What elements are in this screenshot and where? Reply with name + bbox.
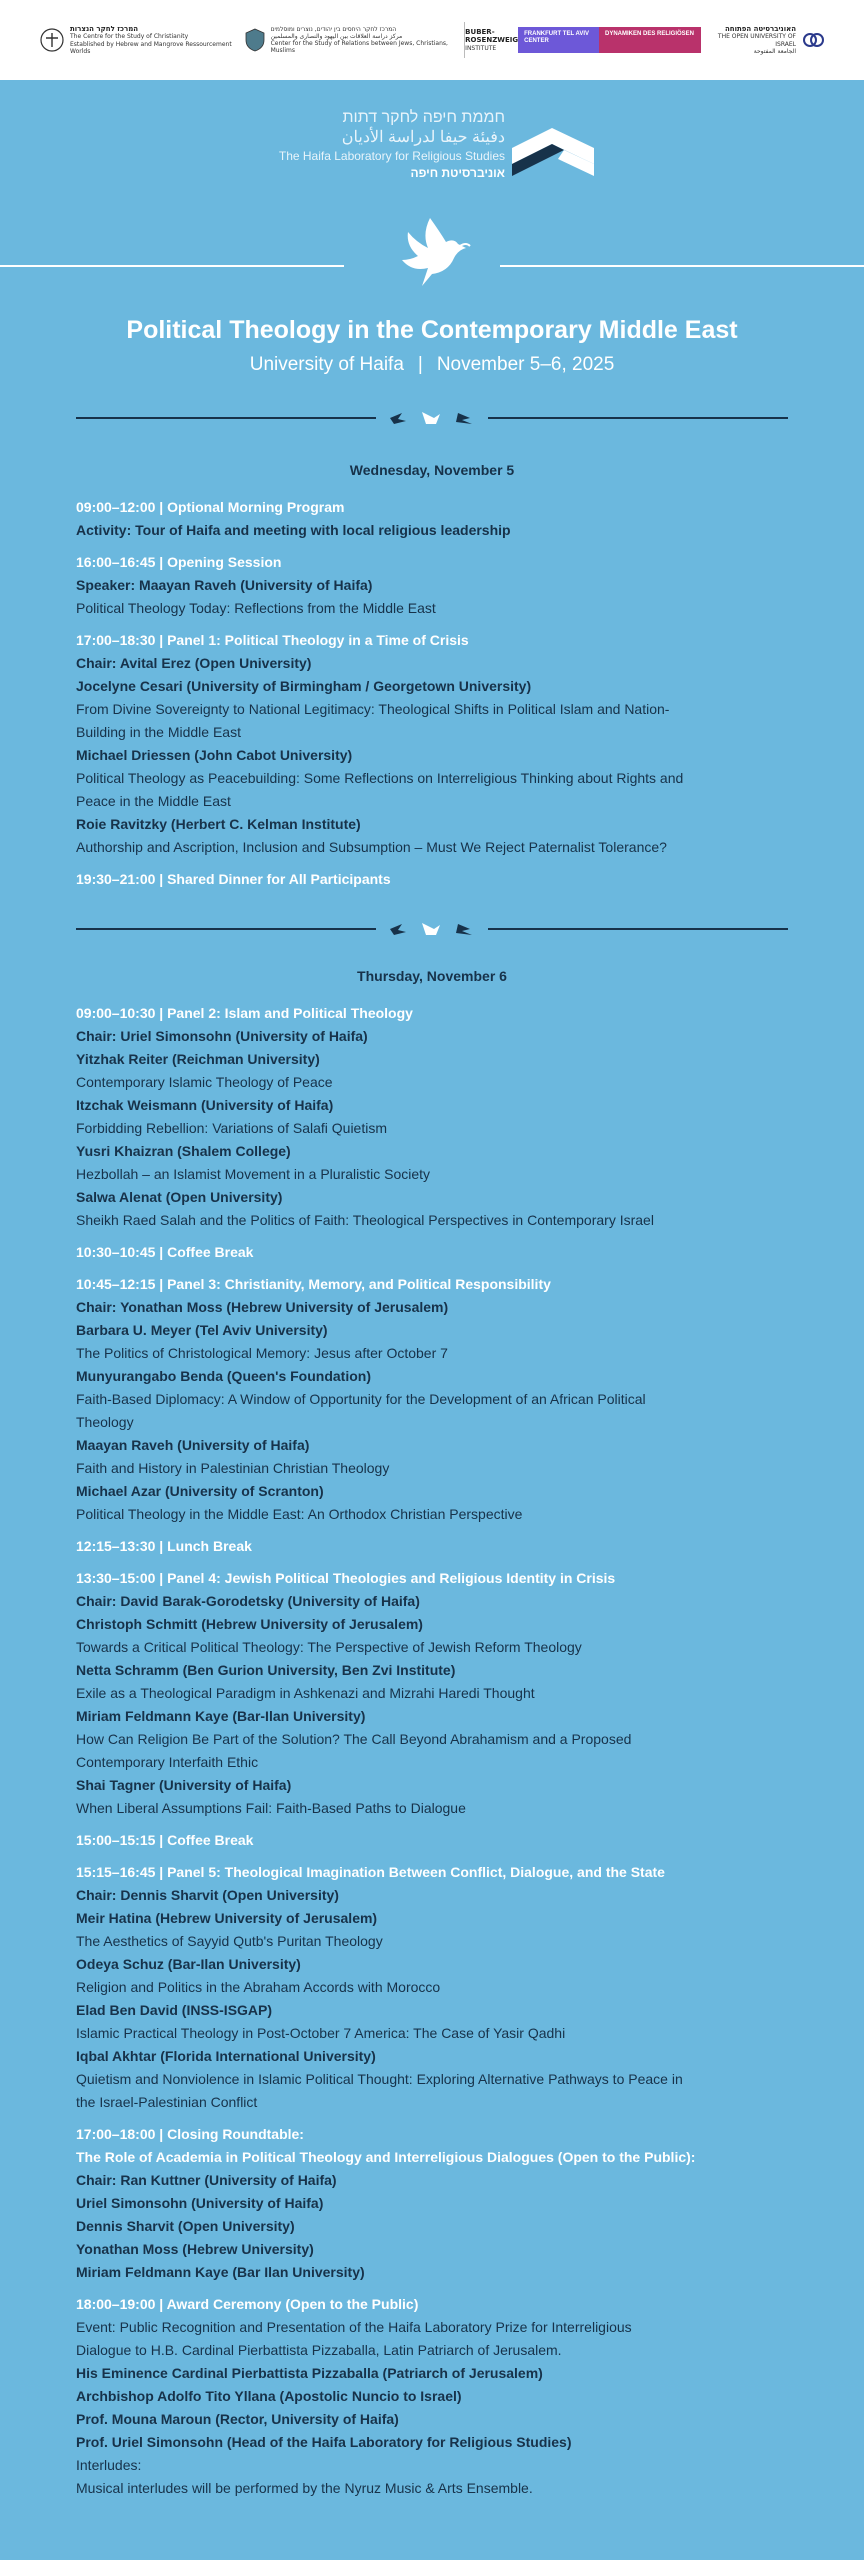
logo-text: האוניברסיטה הפתוחה [724, 25, 797, 34]
schedule-spacer [76, 1264, 791, 1273]
speaker-line: His Eminence Cardinal Pierbattista Pizzaballa (Patriarch of Jerusalem) [76, 2365, 543, 2381]
logo-open-university [701, 25, 824, 55]
session-heading: 09:00–10:30 | Panel 2: Islam and Political Theology [76, 1005, 413, 1021]
talk-line: Faith-Based Diplomacy: A Window of Opportunity for the Development of an African Political [76, 1391, 646, 1407]
dove-icon [392, 212, 472, 292]
talk-line: Quietism and Nonviolence in Islamic Political Thought: Exploring Alternative Pathways to Peace in [76, 2071, 683, 2087]
talk-line: Faith and History in Palestinian Christian Theology [76, 1460, 390, 1476]
event-subtitle [0, 354, 864, 376]
header-rule-right [500, 265, 864, 267]
divider-rule [76, 417, 376, 419]
schedule-spacer [76, 1820, 791, 1829]
speaker-line: Miriam Feldmann Kaye (Bar Ilan University) [76, 2264, 365, 2280]
speaker-line: Netta Schramm (Ben Gurion University, Ben Zvi Institute) [76, 1662, 456, 1678]
schedule-day-wednesday [76, 496, 791, 891]
speaker-line: Munyurangabo Benda (Queen's Foundation) [76, 1368, 371, 1384]
session-heading: 09:00–12:00 | Optional Morning Program [76, 499, 345, 515]
session-heading: 13:30–15:00 | Panel 4: Jewish Political Theologies and Religious Identity in Crisis [76, 1570, 616, 1586]
logo-buber-rosenzweig [465, 28, 518, 52]
talk-line: Dialogue to H.B. Cardinal Pierbattista Pizzaballa, Latin Patriarch of Jerusalem. [76, 2342, 562, 2358]
speaker-line: Christoph Schmitt (Hebrew University of Jerusalem) [76, 1616, 423, 1632]
speaker-line: Activity: Tour of Haifa and meeting with local religious leadership [76, 522, 511, 538]
logo-text: ROSENZWEIG [465, 36, 519, 45]
talk-line: Sheikh Raed Salah and the Politics of Faith: Theological Perspectives in Contemporary Israel [76, 1212, 654, 1228]
laboratory-logo-icon [512, 124, 594, 176]
talk-line: Exile as a Theological Paradigm in Ashkenazi and Mizrahi Haredi Thought [76, 1685, 535, 1701]
lab-name-english: The Haifa Laboratory for Religious Studies [278, 149, 505, 163]
speaker-line: Yonathan Moss (Hebrew University) [76, 2241, 314, 2257]
talk-line: Islamic Practical Theology in Post-October 7 America: The Case of Yasir Qadhi [76, 2025, 566, 2041]
session-heading: 16:00–16:45 | Opening Session [76, 554, 282, 570]
speaker-line: Maayan Raveh (University of Haifa) [76, 1437, 310, 1453]
crest-icon [40, 28, 64, 52]
talk-line: Theology [76, 1414, 134, 1430]
logo-text: DYNAMIKEN DES RELIGIÖSEN [604, 31, 694, 37]
shield-icon [245, 28, 265, 52]
logo-text: THE OPEN UNIVERSITY OF ISRAEL [717, 33, 797, 48]
schedule-spacer [76, 859, 791, 868]
logo-text: Center for the Study of Relations between Jews, Christians, Muslims [270, 40, 448, 55]
talk-line: When Liberal Assumptions Fail: Faith-Based Paths to Dialogue [76, 1800, 466, 1816]
speaker-line: Uriel Simonsohn (University of Haifa) [76, 2195, 324, 2211]
day-heading: Thursday, November 6 [357, 968, 507, 984]
talk-line: Contemporary Islamic Theology of Peace [76, 1074, 333, 1090]
logo-text: مركز دراسة العلاقات بين اليهود والنصارى والمسلمين [270, 32, 403, 40]
day-heading: Wednesday, November 5 [349, 462, 515, 478]
logo-text: המרכז לחקר הנצרות [70, 25, 139, 34]
session-heading: 15:15–16:45 | Panel 5: Theological Imagination Between Conflict, Dialogue, and the State [76, 1864, 665, 1880]
session-heading: 10:30–10:45 | Coffee Break [76, 1244, 254, 1260]
lab-name-hebrew: חממת חיפה לחקר דתות [342, 109, 505, 126]
schedule-spacer [76, 542, 791, 551]
logo-text: המרכז לחקר היחסים בין יהודים, נוצרים ומוסלמים [270, 25, 397, 33]
speaker-line: Prof. Mouna Maroun (Rector, University of Haifa) [76, 2411, 399, 2427]
talk-line: Peace in the Middle East [76, 793, 231, 809]
haifa-laboratory-wordmark [270, 108, 505, 182]
section-divider [76, 919, 788, 939]
talk-line: the Israel-Palestinian Conflict [76, 2094, 258, 2110]
speaker-line: Chair: David Barak-Gorodetsky (University of Haifa) [76, 1593, 420, 1609]
speaker-line: Chair: Yonathan Moss (Hebrew University of Jerusalem) [76, 1299, 449, 1315]
session-heading: The Role of Academia in Political Theology and Interreligious Dialogues (Open to the Public): [76, 2149, 696, 2165]
session-heading: 17:00–18:30 | Panel 1: Political Theology in a Time of Crisis [76, 632, 469, 648]
logo-text: الجامعة المفتوحة [753, 47, 797, 55]
schedule-spacer [76, 1852, 791, 1861]
speaker-line: Yitzhak Reiter (Reichman University) [76, 1051, 320, 1067]
speaker-line: Yusri Khaizran (Shalem College) [76, 1143, 291, 1159]
talk-line: The Aesthetics of Sayyid Qutb's Puritan Theology [76, 1933, 383, 1949]
section-divider [76, 408, 788, 428]
logo-center-relations [245, 26, 465, 55]
rings-icon [802, 29, 824, 51]
divider-rule [76, 928, 376, 930]
schedule-spacer [76, 1232, 791, 1241]
venue: University of Haifa [249, 354, 404, 375]
schedule-spacer [76, 2114, 791, 2123]
talk-line: Building in the Middle East [76, 724, 241, 740]
session-heading: 18:00–19:00 | Award Ceremony (Open to the Public) [76, 2296, 419, 2312]
logo-text: Established by Hebrew and Mangrove Ressourcement Worlds [70, 40, 232, 55]
talk-line: Interludes: [76, 2457, 142, 2473]
talk-line: Towards a Critical Political Theology: The Perspective of Jewish Reform Theology [76, 1639, 582, 1655]
speaker-line: Itzchak Weismann (University of Haifa) [76, 1097, 334, 1113]
talk-line: How Can Religion Be Part of the Solution? The Call Beyond Abrahamism and a Proposed [76, 1731, 632, 1747]
speaker-line: Chair: Uriel Simonsohn (University of Haifa) [76, 1028, 368, 1044]
speaker-line: Odeya Schuz (Bar-Ilan University) [76, 1956, 301, 1972]
session-heading: 15:00–15:15 | Coffee Break [76, 1832, 254, 1848]
logo-centre-study-christianity [40, 25, 245, 55]
speaker-line: Shai Tagner (University of Haifa) [76, 1777, 292, 1793]
talk-line: Authorship and Ascription, Inclusion and Subsumption – Must We Reject Paternalist Tolerance? [76, 839, 667, 855]
talk-line: From Divine Sovereignty to National Legitimacy: Theological Shifts in Political Islam and Nation- [76, 701, 670, 717]
session-heading: 10:45–12:15 | Panel 3: Christianity, Memory, and Political Responsibility [76, 1276, 551, 1292]
speaker-line: Iqbal Akhtar (Florida International University) [76, 2048, 376, 2064]
talk-line: Contemporary Interfaith Ethic [76, 1754, 259, 1770]
university-name-hebrew: אוניברסיטת חיפה [410, 166, 505, 180]
header-rule-left [0, 265, 344, 267]
speaker-line: Speaker: Maayan Raveh (University of Haifa) [76, 577, 373, 593]
logo-text: FRANKFURT TEL AVIV CENTER [524, 31, 590, 44]
logo-dynamiken [599, 27, 701, 53]
doves-ornament-icon [382, 919, 482, 939]
schedule-day-thursday [76, 1002, 791, 2500]
speaker-line: Miriam Feldmann Kaye (Bar-Ilan University) [76, 1708, 366, 1724]
speaker-line: Dennis Sharvit (Open University) [76, 2218, 295, 2234]
talk-line: The Politics of Christological Memory: Jesus after October 7 [76, 1345, 448, 1361]
speaker-line: Chair: Ran Kuttner (University of Haifa) [76, 2172, 337, 2188]
speaker-line: Meir Hatina (Hebrew University of Jerusalem) [76, 1910, 378, 1926]
event-title: Political Theology in the Contemporary Middle East [126, 316, 738, 344]
session-heading: 12:15–13:30 | Lunch Break [76, 1538, 252, 1554]
speaker-line: Chair: Dennis Sharvit (Open University) [76, 1887, 339, 1903]
session-heading: 19:30–21:00 | Shared Dinner for All Participants [76, 871, 391, 887]
speaker-line: Jocelyne Cesari (University of Birmingham / Georgetown University) [76, 678, 532, 694]
speaker-line: Salwa Alenat (Open University) [76, 1189, 283, 1205]
logo-text: BUBER- [465, 28, 495, 37]
schedule-spacer [76, 1526, 791, 1535]
schedule-spacer [76, 1558, 791, 1567]
logo-frankfurt-tel-aviv [518, 27, 599, 53]
session-heading: 17:00–18:00 | Closing Roundtable: [76, 2126, 304, 2142]
divider-rule [488, 417, 788, 419]
divider-rule [488, 928, 788, 930]
doves-ornament-icon [382, 408, 482, 428]
talk-line: Political Theology in the Middle East: An Orthodox Christian Perspective [76, 1506, 523, 1522]
partner-logo-strip [0, 0, 864, 80]
talk-line: Hezbollah – an Islamist Movement in a Pluralistic Society [76, 1166, 431, 1182]
talk-line: Musical interludes will be performed by the Nyruz Music & Arts Ensemble. [76, 2480, 533, 2496]
speaker-line: Barbara U. Meyer (Tel Aviv University) [76, 1322, 328, 1338]
speaker-line: Archbishop Adolfo Tito Yllana (Apostolic Nuncio to Israel) [76, 2388, 462, 2404]
speaker-line: Michael Driessen (John Cabot University) [76, 747, 353, 763]
lab-name-arabic: دفيئة حيفا لدراسة الأديان [341, 129, 505, 146]
talk-line: Event: Public Recognition and Presentation of the Haifa Laboratory Prize for Interreligious [76, 2319, 632, 2335]
speaker-line: Roie Ravitzky (Herbert C. Kelman Institute) [76, 816, 361, 832]
speaker-line: Chair: Avital Erez (Open University) [76, 655, 312, 671]
schedule-spacer [76, 620, 791, 629]
talk-line: Political Theology as Peacebuilding: Some Reflections on Interreligious Thinking about Rights and [76, 770, 684, 786]
event-dates: November 5–6, 2025 [436, 354, 615, 375]
logo-text: The Centre for the Study of Christianity [70, 33, 189, 41]
talk-line: Political Theology Today: Reflections from the Middle East [76, 600, 436, 616]
talk-line: Forbidding Rebellion: Variations of Salafi Quietism [76, 1120, 388, 1136]
logo-text: INSTITUTE [465, 44, 497, 52]
talk-line: Religion and Politics in the Abraham Accords with Morocco [76, 1979, 441, 1995]
speaker-line: Elad Ben David (INSS-ISGAP) [76, 2002, 273, 2018]
speaker-line: Prof. Uriel Simonsohn (Head of the Haifa Laboratory for Religious Studies) [76, 2434, 572, 2450]
subtitle-separator: | [417, 354, 423, 375]
speaker-line: Michael Azar (University of Scranton) [76, 1483, 324, 1499]
schedule-spacer [76, 2284, 791, 2293]
